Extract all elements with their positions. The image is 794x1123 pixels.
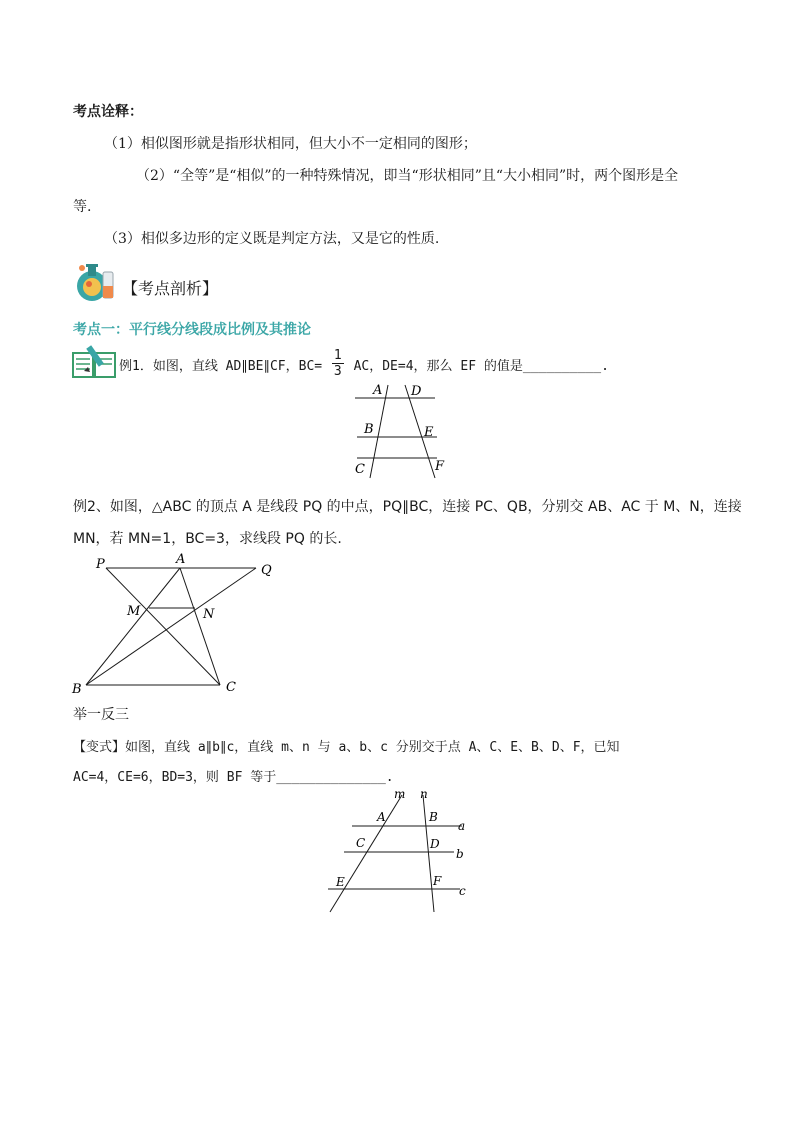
segment-AB <box>86 568 180 685</box>
example-1-suffix: AC，DE=4，那么 EF 的值是__________. <box>353 359 609 374</box>
label-c: c <box>459 884 466 898</box>
label-n: n <box>420 787 428 801</box>
point-1-title: 考点一：平行线分线段成比例及其推论 <box>73 322 311 338</box>
line-m <box>330 795 402 912</box>
label-Q: Q <box>261 563 272 578</box>
label-C: C <box>355 462 365 477</box>
label-F: F <box>435 459 445 474</box>
label-B: B <box>364 422 374 437</box>
explain-heading: 考点诠释： <box>73 104 143 120</box>
label-D: D <box>411 384 422 399</box>
label-B: B <box>429 810 438 824</box>
explain-item-2-line-1: （2）“全等”是“相似”的一种特殊情况，即当“形状相同”且“大小相同”时，两个图形是全 <box>136 168 679 184</box>
explain-item-1: （1）相似图形就是指形状相同，但大小不一定相同的图形； <box>104 136 477 152</box>
practice-figure <box>322 785 482 917</box>
label-m: m <box>394 787 406 801</box>
label-a: a <box>458 819 466 833</box>
explain-item-2-line-2: 等. <box>73 199 92 215</box>
practice-line-2: AC=4，CE=6，BD=3，则 BF 等于______________. <box>73 770 394 785</box>
fraction-denominator: 3 <box>333 364 342 379</box>
fraction-one-third <box>332 349 344 378</box>
example-2-line-2: MN，若 MN=1，BC=3，求线段 PQ 的长. <box>73 531 342 547</box>
example-2-line-1: 例2、如图，△ABC 的顶点 A 是线段 PQ 的中点，PQ∥BC，连接 PC、QB，分别交 AB、AC 于 M、N，连接 <box>73 499 742 515</box>
label-N: N <box>203 607 215 622</box>
label-C: C <box>356 836 366 850</box>
example-1-prefix: 例1．如图，直线 AD∥BE∥CF，BC= <box>119 359 323 374</box>
segment-AC <box>180 568 220 685</box>
example-2-figure <box>68 548 278 698</box>
label-A: A <box>373 383 383 398</box>
example-1-figure <box>345 380 455 480</box>
label-b: b <box>456 847 464 861</box>
label-D: D <box>430 837 440 851</box>
label-C: C <box>226 680 236 695</box>
label-M: M <box>127 604 141 619</box>
segment-PC <box>106 568 220 685</box>
label-A: A <box>176 552 186 567</box>
fraction-numerator: 1 <box>333 348 342 363</box>
chemistry-flask-icon <box>73 262 117 302</box>
label-E: E <box>424 425 434 440</box>
label-A: A <box>377 810 386 824</box>
section-title: 【考点剖析】 <box>122 279 219 298</box>
label-P: P <box>96 557 105 572</box>
label-E: E <box>336 875 345 889</box>
example-1-text <box>119 348 609 381</box>
explain-item-3: （3）相似多边形的定义既是判定方法，又是它的性质. <box>104 231 440 247</box>
segment-QB <box>86 568 256 685</box>
practice-heading: 举一反三 <box>73 707 129 723</box>
open-book-pencil-icon <box>70 341 118 381</box>
label-F: F <box>433 874 442 888</box>
label-B: B <box>72 682 82 697</box>
practice-line-1: 【变式】如图，直线 a∥b∥c，直线 m、n 与 a、b、c 分别交于点 A、C、E、B、D、F，已知 <box>73 740 620 755</box>
